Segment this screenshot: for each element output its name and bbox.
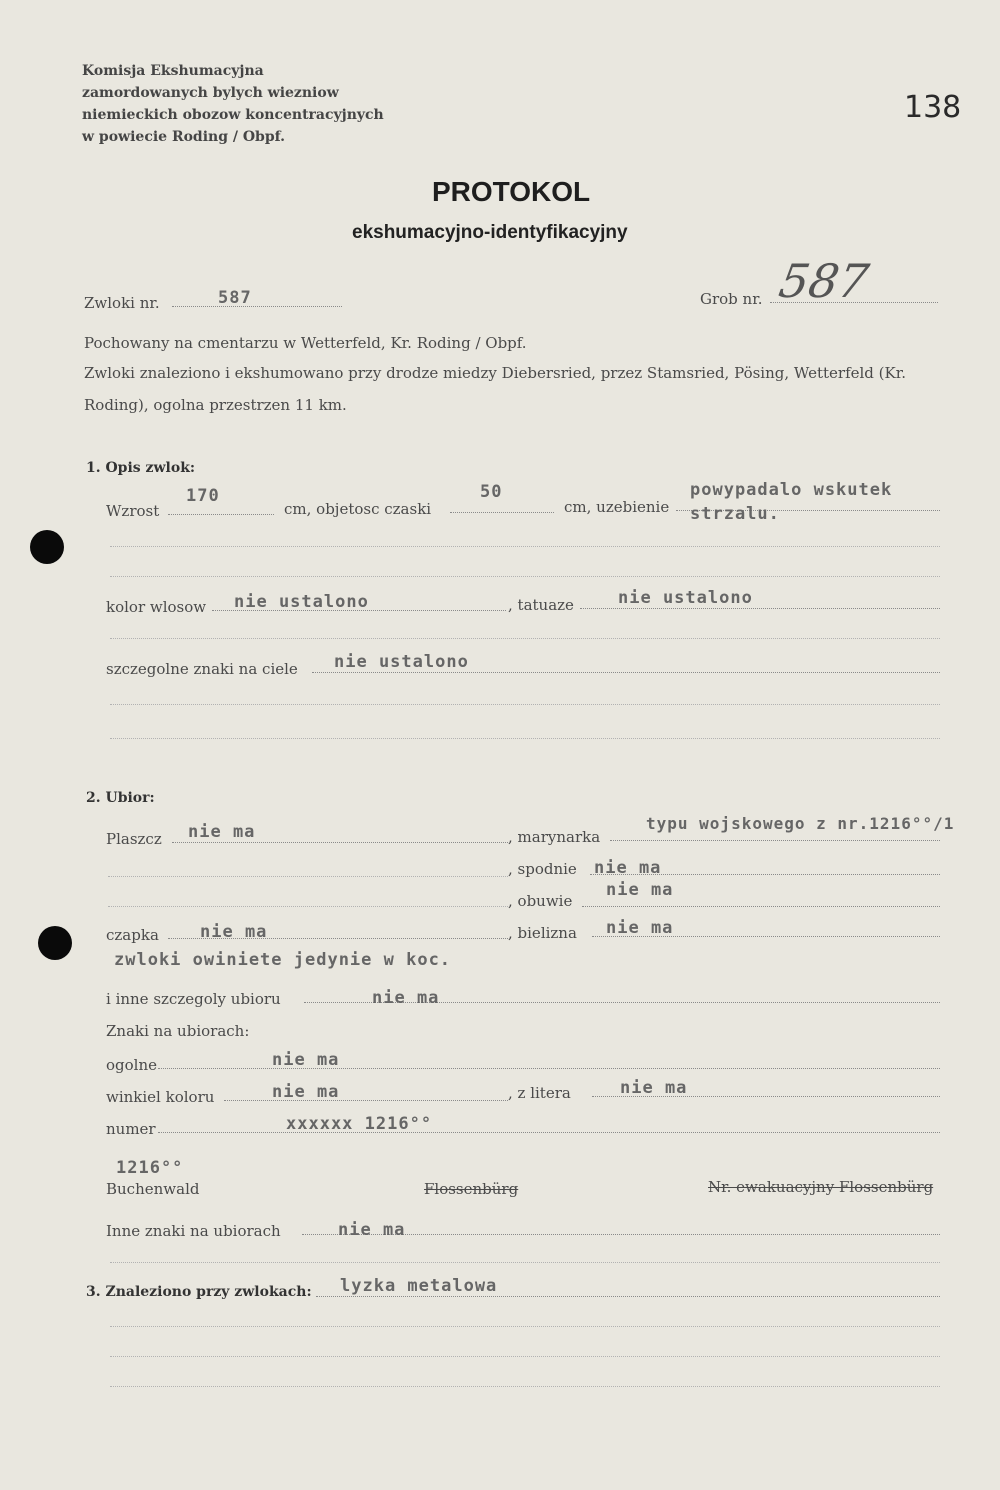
document-subtitle: ekshumacyjno-identyfikacyjny bbox=[352, 222, 628, 243]
clothing-marks-header: Znaki na ubiorach: bbox=[106, 1022, 250, 1040]
blank-line bbox=[108, 906, 508, 907]
section3-title: 3. Znaleziono przy zwlokach: bbox=[86, 1284, 312, 1300]
letter-label: , z litera bbox=[508, 1084, 571, 1102]
height-label: Wzrost bbox=[106, 502, 160, 520]
jacket-value: typu wojskowego z nr.1216°°/1 bbox=[646, 814, 955, 833]
found-items-line bbox=[316, 1296, 940, 1297]
jacket-label: , marynarka bbox=[508, 828, 601, 846]
tattoo-label: , tatuaze bbox=[508, 596, 574, 614]
number-line bbox=[158, 1132, 940, 1133]
hair-label: kolor wlosow bbox=[106, 598, 207, 616]
body-marks-value: nie ustalono bbox=[334, 652, 469, 672]
wrapped-note: zwloki owiniete jedynie w koc. bbox=[114, 950, 452, 970]
general-label: ogolne bbox=[106, 1056, 157, 1074]
header-line-3: niemieckich obozow koncentracyjnych bbox=[82, 107, 384, 123]
blank-line bbox=[110, 1386, 940, 1387]
trousers-value: nie ma bbox=[594, 858, 662, 878]
underwear-value: nie ma bbox=[606, 918, 674, 938]
triangle-color-value: nie ma bbox=[272, 1082, 340, 1102]
buchenwald-label: Buchenwald bbox=[106, 1180, 200, 1198]
coat-label: Plaszcz bbox=[106, 830, 162, 848]
body-marks-label: szczegolne znaki na ciele bbox=[106, 660, 298, 678]
corpse-no-label: Zwloki nr. bbox=[84, 294, 160, 312]
height-line bbox=[168, 514, 274, 515]
header-line-2: zamordowanych bylych wiezniow bbox=[82, 85, 339, 101]
found-location-line1: Zwloki znaleziono i ekshumowano przy drodze miedzy Diebersried, przez Stamsried, Pösing, Wetterfeld (Kr. bbox=[84, 364, 907, 382]
evacuation-number-label: Nr. ewakuacyjny Flossenbürg bbox=[708, 1178, 934, 1196]
shoes-line bbox=[582, 906, 940, 907]
teeth-value-line2: strzalu. bbox=[690, 504, 780, 524]
other-marks-value: nie ma bbox=[338, 1220, 406, 1240]
coat-line bbox=[172, 842, 508, 843]
blank-line bbox=[110, 1262, 940, 1263]
number-value: xxxxxx 1216°° bbox=[286, 1114, 433, 1134]
blank-line bbox=[110, 1326, 940, 1327]
skull-label: cm, objetosc czaski bbox=[284, 500, 432, 518]
other-details-label: i inne szczegoly ubioru bbox=[106, 990, 281, 1008]
blank-line bbox=[110, 1356, 940, 1357]
hair-value: nie ustalono bbox=[234, 592, 369, 612]
shoes-value: nie ma bbox=[606, 880, 674, 900]
page-number: 138 bbox=[904, 90, 962, 125]
skull-line bbox=[450, 512, 554, 513]
header-line-1: Komisja Ekshumacyjna bbox=[82, 63, 264, 79]
trousers-label: , spodnie bbox=[508, 860, 577, 878]
grave-no-label: Grob nr. bbox=[700, 290, 763, 308]
buchenwald-number: 1216°° bbox=[116, 1158, 184, 1178]
triangle-color-line bbox=[224, 1100, 508, 1101]
height-value: 170 bbox=[186, 486, 220, 506]
coat-value: nie ma bbox=[188, 822, 256, 842]
letter-value: nie ma bbox=[620, 1078, 688, 1098]
blank-line bbox=[110, 576, 940, 577]
general-value: nie ma bbox=[272, 1050, 340, 1070]
blank-line bbox=[110, 704, 940, 705]
skull-value: 50 bbox=[480, 482, 503, 502]
grave-no-handwritten: 587 bbox=[775, 254, 873, 308]
binder-hole-bottom bbox=[38, 926, 72, 960]
jacket-line bbox=[610, 840, 940, 841]
tattoo-value: nie ustalono bbox=[618, 588, 753, 608]
number-label: numer bbox=[106, 1120, 156, 1138]
section1-title: 1. Opis zwlok: bbox=[86, 460, 196, 476]
blank-line bbox=[110, 546, 940, 547]
tattoo-line bbox=[580, 608, 940, 609]
commission-header bbox=[82, 60, 384, 148]
found-items-value: lyzka metalowa bbox=[340, 1276, 498, 1296]
triangle-color-label: winkiel koloru bbox=[106, 1088, 215, 1106]
found-location-line2: Roding), ogolna przestrzen 11 km. bbox=[84, 396, 347, 414]
blank-line bbox=[108, 876, 508, 877]
underwear-label: , bielizna bbox=[508, 924, 577, 942]
document-title: PROTOKOL bbox=[432, 176, 591, 207]
shoes-label: , obuwie bbox=[508, 892, 573, 910]
cap-label: czapka bbox=[106, 926, 159, 944]
burial-place: Pochowany na cmentarzu w Wetterfeld, Kr. Roding / Obpf. bbox=[84, 334, 527, 352]
binder-hole-top bbox=[30, 530, 64, 564]
flossenburg-label: Flossenbürg bbox=[424, 1180, 519, 1198]
teeth-value-line1: powypadalo wskutek bbox=[690, 480, 893, 500]
teeth-label: cm, uzebienie bbox=[564, 498, 670, 516]
other-marks-label: Inne znaki na ubiorach bbox=[106, 1222, 281, 1240]
cap-value: nie ma bbox=[200, 922, 268, 942]
blank-line bbox=[110, 638, 940, 639]
section2-title: 2. Ubior: bbox=[86, 790, 155, 806]
other-details-value: nie ma bbox=[372, 988, 440, 1008]
body-marks-line bbox=[312, 672, 940, 673]
header-line-4: w powiecie Roding / Obpf. bbox=[82, 129, 286, 145]
corpse-no-line bbox=[172, 306, 342, 307]
corpse-no-value: 587 bbox=[218, 288, 252, 308]
blank-line bbox=[110, 738, 940, 739]
